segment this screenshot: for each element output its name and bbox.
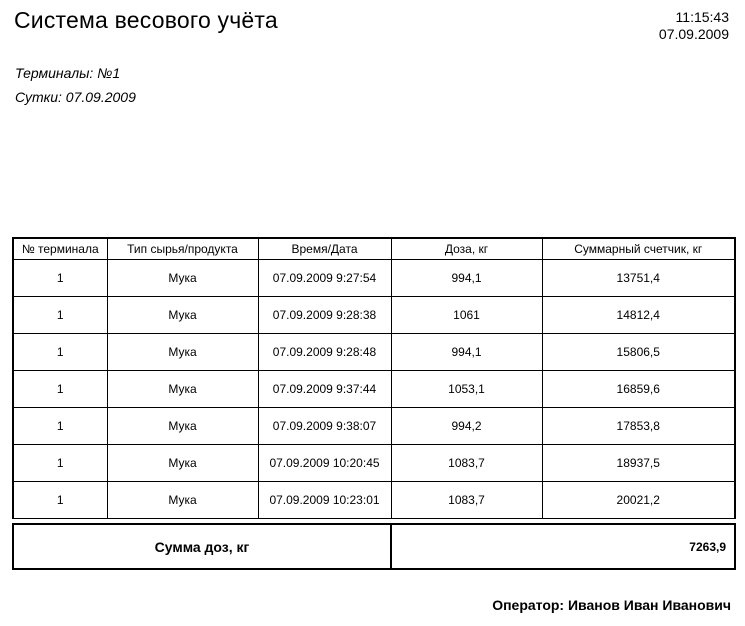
cell-product: Мука — [107, 297, 258, 334]
cell-product: Мука — [107, 482, 258, 519]
cell-dose: 994,1 — [391, 334, 542, 371]
cell-terminal: 1 — [13, 334, 107, 371]
cell-total: 14812,4 — [542, 297, 735, 334]
cell-total: 18937,5 — [542, 445, 735, 482]
cell-dose: 1061 — [391, 297, 542, 334]
report-time: 11:15:43 — [675, 9, 729, 25]
col-header-datetime: Время/Дата — [258, 238, 391, 260]
cell-datetime: 07.09.2009 9:38:07 — [258, 408, 391, 445]
col-header-dose: Доза, кг — [391, 238, 542, 260]
cell-dose: 994,1 — [391, 260, 542, 297]
table-row — [13, 260, 735, 297]
cell-product: Мука — [107, 334, 258, 371]
cell-datetime: 07.09.2009 9:28:48 — [258, 334, 391, 371]
cell-total: 15806,5 — [542, 334, 735, 371]
cell-terminal: 1 — [13, 408, 107, 445]
cell-dose: 994,2 — [391, 408, 542, 445]
cell-dose: 1083,7 — [391, 482, 542, 519]
table-row — [13, 445, 735, 482]
cell-total: 17853,8 — [542, 408, 735, 445]
report-title: Система весового учёта — [14, 7, 278, 33]
summary-table — [12, 523, 736, 570]
report-date: 07.09.2009 — [658, 26, 729, 42]
cell-product: Мука — [107, 260, 258, 297]
report-datetime — [659, 9, 729, 43]
weighing-table — [12, 237, 736, 519]
cell-terminal: 1 — [13, 371, 107, 408]
cell-product: Мука — [107, 445, 258, 482]
cell-total: 20021,2 — [542, 482, 735, 519]
table-row — [13, 482, 735, 519]
cell-total: 13751,4 — [542, 260, 735, 297]
cell-datetime: 07.09.2009 9:37:44 — [258, 371, 391, 408]
cell-datetime: 07.09.2009 10:20:45 — [258, 445, 391, 482]
col-header-total: Суммарный счетчик, кг — [542, 238, 735, 260]
cell-datetime: 07.09.2009 9:28:38 — [258, 297, 391, 334]
terminals-label: Терминалы: №1 — [15, 65, 121, 81]
table-row — [13, 408, 735, 445]
cell-dose: 1083,7 — [391, 445, 542, 482]
table-row — [13, 371, 735, 408]
cell-datetime: 07.09.2009 10:23:01 — [258, 482, 391, 519]
cell-product: Мука — [107, 408, 258, 445]
day-label: Сутки: 07.09.2009 — [15, 89, 136, 105]
cell-terminal: 1 — [13, 297, 107, 334]
summary-row — [13, 524, 735, 569]
cell-total: 16859,6 — [542, 371, 735, 408]
cell-terminal: 1 — [13, 445, 107, 482]
summary-label: Сумма доз, кг — [13, 524, 391, 569]
table-row — [13, 297, 735, 334]
table-row — [13, 334, 735, 371]
summary-value: 7263,9 — [391, 524, 735, 569]
col-header-terminal: № терминала — [13, 238, 107, 260]
table-header-row — [13, 238, 735, 260]
cell-datetime: 07.09.2009 9:27:54 — [258, 260, 391, 297]
cell-terminal: 1 — [13, 260, 107, 297]
cell-terminal: 1 — [13, 482, 107, 519]
cell-product: Мука — [107, 371, 258, 408]
cell-dose: 1053,1 — [391, 371, 542, 408]
operator-signature: Оператор: Иванов Иван Иванович — [492, 597, 731, 613]
col-header-product: Тип сырья/продукта — [107, 238, 258, 260]
